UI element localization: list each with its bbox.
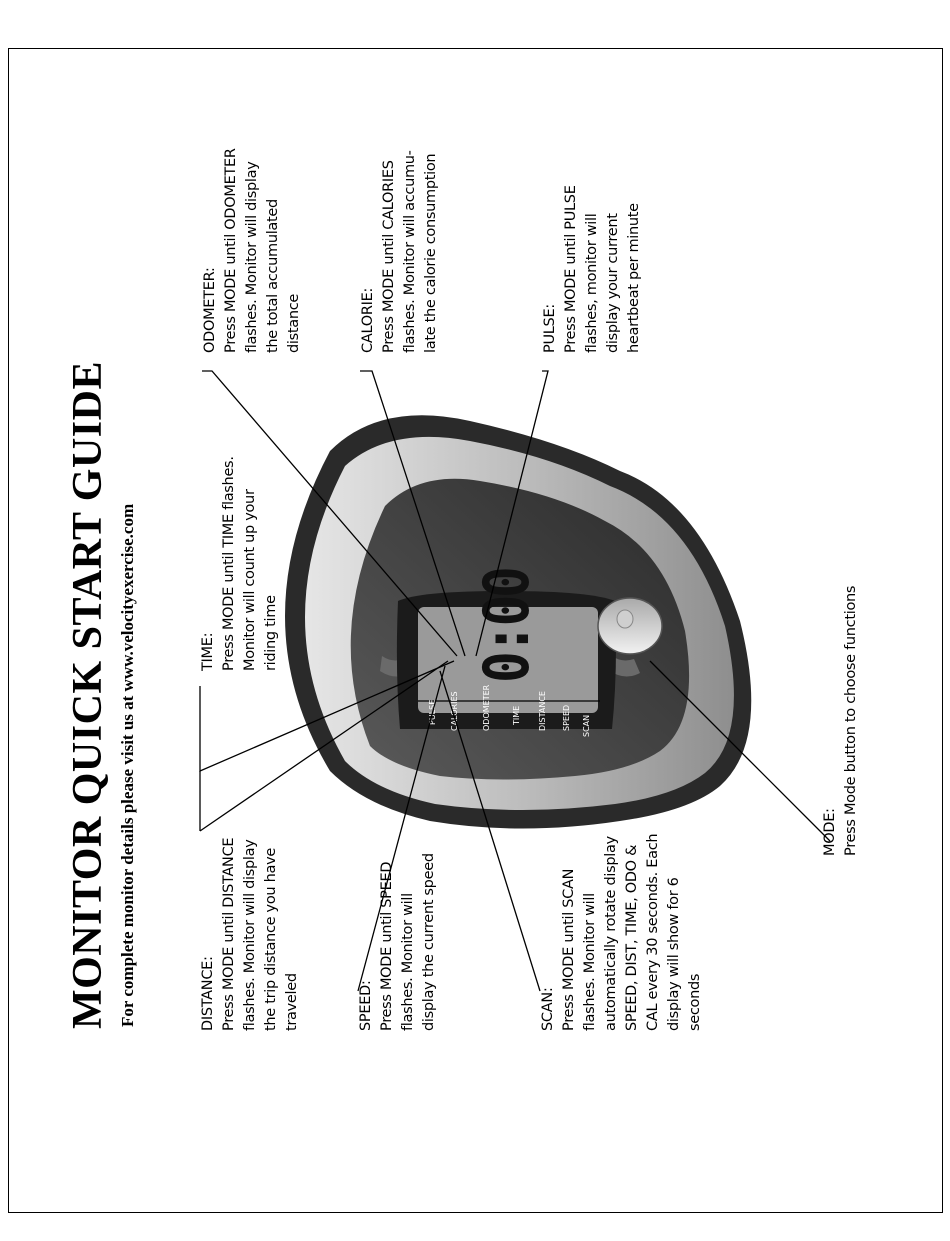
callout-scan-line-6: display will show for 6 bbox=[666, 877, 682, 1031]
callout-distance-heading: DISTANCE: bbox=[200, 956, 216, 1031]
callout-pulse-line-2: flashes, monitor will bbox=[584, 213, 600, 353]
callout-scan-line-5: CAL every 30 seconds. Each bbox=[645, 833, 661, 1031]
callout-time-line-1: Press MODE until TIME flashes. bbox=[221, 456, 237, 671]
page-subtitle: For complete monitor details please visit us at www.velocityexercise.com bbox=[118, 503, 137, 1027]
lcd-label-time: TIME bbox=[512, 705, 521, 725]
lcd-digits: 0:00 bbox=[470, 569, 543, 683]
callout-distance-line-1: Press MODE until DISTANCE bbox=[221, 837, 237, 1031]
callout-pulse-line-3: display your current bbox=[605, 213, 621, 353]
callout-calorie-line-1: Press MODE until CALORIES bbox=[381, 160, 397, 353]
callout-speed-line-2: flashes. Monitor will bbox=[400, 893, 416, 1031]
callout-distance-line-2: flashes. Monitor will display bbox=[242, 839, 258, 1031]
callout-odometer-line-3: the total accumulated bbox=[265, 199, 281, 353]
callout-calorie-heading: CALORIE: bbox=[360, 287, 376, 353]
callout-mode-line-1: Press Mode button to choose functions bbox=[843, 585, 859, 856]
callout-speed-heading: SPEED: bbox=[358, 980, 374, 1031]
callout-distance-line-4: traveled bbox=[284, 973, 300, 1031]
callout-scan-heading: SCAN: bbox=[540, 987, 556, 1031]
callout-mode bbox=[820, 436, 862, 856]
callout-speed-line-1: Press MODE until SPEED bbox=[379, 861, 395, 1031]
callout-odometer-line-2: flashes. Monitor will display bbox=[244, 161, 260, 353]
lcd-label-scan: SCAN bbox=[582, 714, 591, 737]
callout-pulse-line-1: Press MODE until PULSE bbox=[563, 185, 579, 353]
callout-time-heading: TIME: bbox=[200, 632, 216, 671]
lcd-label-odometer: ODOMETER bbox=[482, 684, 491, 731]
callout-odometer-line-4: distance bbox=[286, 293, 302, 353]
callout-calorie-line-3: late the calorie consumption bbox=[423, 153, 439, 353]
callout-pulse bbox=[540, 23, 645, 353]
callout-scan-line-2: flashes. Monitor will bbox=[582, 893, 598, 1031]
callout-scan-line-1: Press MODE until SCAN bbox=[561, 868, 577, 1031]
callout-distance-line-3: the trip distance you have bbox=[263, 848, 279, 1031]
lcd-label-pulse: PULSE bbox=[428, 699, 437, 725]
callout-scan-line-4: SPEED, DIST, TIME, ODO & bbox=[624, 844, 640, 1031]
callout-scan-line-7: seconds bbox=[687, 973, 703, 1031]
callout-odometer-line-1: Press MODE until ODOMETER bbox=[223, 148, 239, 353]
callout-mode-heading: MODE: bbox=[822, 808, 838, 856]
callout-time bbox=[198, 341, 282, 671]
callout-speed-line-3: display the current speed bbox=[421, 853, 437, 1031]
leader-pulse bbox=[476, 371, 548, 656]
callout-time-line-3: riding time bbox=[263, 595, 279, 671]
leader-calorie bbox=[360, 371, 465, 656]
callout-speed bbox=[356, 701, 440, 1031]
callout-pulse-line-4: heartbeat per minute bbox=[626, 203, 642, 353]
page-title: MONITOR QUICK START GUIDE bbox=[65, 361, 111, 1029]
lcd-label-distance: DISTANCE bbox=[538, 691, 547, 731]
callout-time-line-2: Monitor will count up your bbox=[242, 489, 258, 671]
callout-odometer-heading: ODOMETER: bbox=[202, 267, 218, 353]
lcd-label-speed: SPEED bbox=[562, 704, 571, 731]
callout-scan-line-3: automatically rotate display bbox=[603, 836, 619, 1031]
lcd-label-calories: CALORIES bbox=[450, 691, 459, 731]
callout-calorie-line-2: flashes. Monitor will accumu- bbox=[402, 150, 418, 353]
callout-distance bbox=[198, 701, 303, 1031]
callout-calorie bbox=[358, 23, 442, 353]
callout-scan bbox=[538, 701, 706, 1031]
callout-pulse-heading: PULSE: bbox=[542, 304, 558, 353]
leader-scan bbox=[440, 671, 540, 991]
callout-odometer bbox=[200, 23, 305, 353]
